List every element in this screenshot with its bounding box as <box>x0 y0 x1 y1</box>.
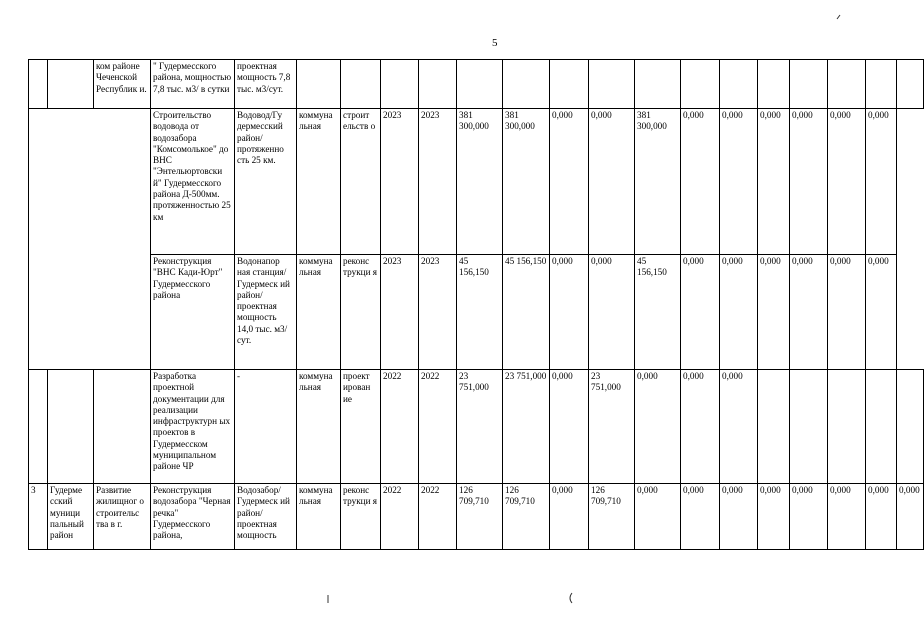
value-cell: 0,000 <box>589 109 635 255</box>
value-cell: 0,000 <box>550 255 589 370</box>
value-cell: 45 156,150 <box>503 255 550 370</box>
value-cell: 381 300,000 <box>457 109 503 255</box>
value-cell: 0,000 <box>758 484 790 550</box>
value-cell: 0,000 <box>681 109 720 255</box>
end-year-cell: 2022 <box>419 370 457 484</box>
value-cell: 0,000 <box>550 109 589 255</box>
value-cell: 0,000 <box>790 255 828 370</box>
merged-empty-cell <box>29 109 151 370</box>
program-cell <box>94 370 151 484</box>
object-description-cell: Водовод/Гу дермесский район/ протяженно сть 25 км. <box>235 109 297 255</box>
table-row <box>29 109 924 255</box>
value-cell: 0,000 <box>897 484 924 550</box>
value-cell: 0,000 <box>589 255 635 370</box>
row-number-cell <box>29 370 48 484</box>
table-row <box>29 484 924 550</box>
value-cell <box>635 60 681 109</box>
value-cell: 0,000 <box>720 370 758 484</box>
municipality-cell <box>48 60 94 109</box>
data-table <box>28 59 924 550</box>
value-cell <box>681 60 720 109</box>
value-cell: 0,000 <box>550 370 589 484</box>
value-cell: 0,000 <box>681 370 720 484</box>
start-year-cell: 2023 <box>381 255 419 370</box>
value-cell <box>758 60 790 109</box>
end-year-cell: 2022 <box>419 484 457 550</box>
table-row <box>29 370 924 484</box>
work-type-cell: строит ельств о <box>341 109 381 255</box>
value-cell: 0,000 <box>790 484 828 550</box>
project-name-cell: Разработка проектной документации для реализации инфраструктурн ых проектов в Гудермесском муниципальном районе ЧР <box>151 370 235 484</box>
start-year-cell: 2022 <box>381 370 419 484</box>
table-row <box>29 60 924 109</box>
value-cell: 0,000 <box>681 484 720 550</box>
value-cell <box>589 60 635 109</box>
end-year-cell <box>419 60 457 109</box>
value-cell: 0,000 <box>720 484 758 550</box>
value-cell: 126 709,710 <box>589 484 635 550</box>
value-cell <box>866 60 897 109</box>
work-type-cell: проект ирован ие <box>341 370 381 484</box>
table-row <box>29 255 924 370</box>
value-cell: 23 751,000 <box>503 370 550 484</box>
value-cell: 381 300,000 <box>635 109 681 255</box>
scan-mark-bottom-right <box>567 592 573 604</box>
value-cell <box>866 370 897 484</box>
type-cell: коммуна льная <box>297 484 341 550</box>
value-cell: 0,000 <box>758 109 790 255</box>
value-cell: 126 709,710 <box>457 484 503 550</box>
work-type-cell <box>341 60 381 109</box>
object-description-cell: Водозабор/ Гудермеск ий район/ проектная мощность <box>235 484 297 550</box>
value-cell <box>897 370 924 484</box>
value-cell: 0,000 <box>790 109 828 255</box>
value-cell <box>790 370 828 484</box>
scan-mark-bottom-left <box>326 594 330 604</box>
object-description-cell: - <box>235 370 297 484</box>
value-cell: 0,000 <box>635 370 681 484</box>
object-description-cell: Водонапор ная станция/ Гудермеск ий район/ проектная мощность 14,0 тыс. м3/сут. <box>235 255 297 370</box>
value-cell <box>790 60 828 109</box>
work-type-cell: реконс трукци я <box>341 484 381 550</box>
value-cell <box>897 60 924 109</box>
type-cell <box>297 60 341 109</box>
value-cell: 23 751,000 <box>457 370 503 484</box>
end-year-cell: 2023 <box>419 109 457 255</box>
type-cell: коммуна льная <box>297 255 341 370</box>
project-name-cell: " Гудермесского района, мощностью 7,8 тыс. м3/ в сутки <box>151 60 235 109</box>
program-cell: ком районе Чеченской Республик и. <box>94 60 151 109</box>
value-cell <box>758 370 790 484</box>
value-cell: 45 156,150 <box>457 255 503 370</box>
municipality-cell <box>48 370 94 484</box>
value-cell <box>828 370 866 484</box>
program-cell: Развитие жилищног о строительс тва в г. <box>94 484 151 550</box>
start-year-cell: 2022 <box>381 484 419 550</box>
scan-mark-top <box>836 14 842 20</box>
value-cell: 0,000 <box>720 255 758 370</box>
value-cell <box>828 60 866 109</box>
value-cell: 45 156,150 <box>635 255 681 370</box>
project-name-cell: Реконструкция "ВНС Кади-Юрт" Гудермесского района <box>151 255 235 370</box>
start-year-cell: 2023 <box>381 109 419 255</box>
row-number-cell: 3 <box>29 484 48 550</box>
value-cell: 23 751,000 <box>589 370 635 484</box>
work-type-cell: реконс трукци я <box>341 255 381 370</box>
project-name-cell: Строительство водовода от водозабора "Комсомолькое" до ВНС "Энтельюртовски й" Гудермесского района Д-500мм. протяженностью 25 км <box>151 109 235 255</box>
project-name-cell: Реконструкция водозабора "Черная речка" Гудермесского района, <box>151 484 235 550</box>
value-cell: 0,000 <box>635 484 681 550</box>
value-cell: 0,000 <box>720 109 758 255</box>
value-cell: 0,000 <box>866 109 897 255</box>
value-cell <box>720 60 758 109</box>
type-cell: коммуна льная <box>297 370 341 484</box>
value-cell: 0,000 <box>758 255 790 370</box>
value-cell: 0,000 <box>828 109 866 255</box>
value-cell: 0,000 <box>828 484 866 550</box>
value-cell: 0,000 <box>866 484 897 550</box>
page-number: 5 <box>492 37 498 49</box>
value-cell: 0,000 <box>866 255 897 370</box>
type-cell: коммуна льная <box>297 109 341 255</box>
end-year-cell: 2023 <box>419 255 457 370</box>
value-cell: 0,000 <box>681 255 720 370</box>
value-cell <box>503 60 550 109</box>
object-description-cell: проектная мощность 7,8 тыс. м3/сут. <box>235 60 297 109</box>
value-cell: 381 300,000 <box>503 109 550 255</box>
value-cell: 0,000 <box>550 484 589 550</box>
row-number-cell <box>29 60 48 109</box>
value-cell <box>457 60 503 109</box>
value-cell <box>550 60 589 109</box>
value-cell: 0,000 <box>828 255 866 370</box>
municipality-cell: Гудерме сский муници пальный район <box>48 484 94 550</box>
value-cell: 126 709,710 <box>503 484 550 550</box>
start-year-cell <box>381 60 419 109</box>
